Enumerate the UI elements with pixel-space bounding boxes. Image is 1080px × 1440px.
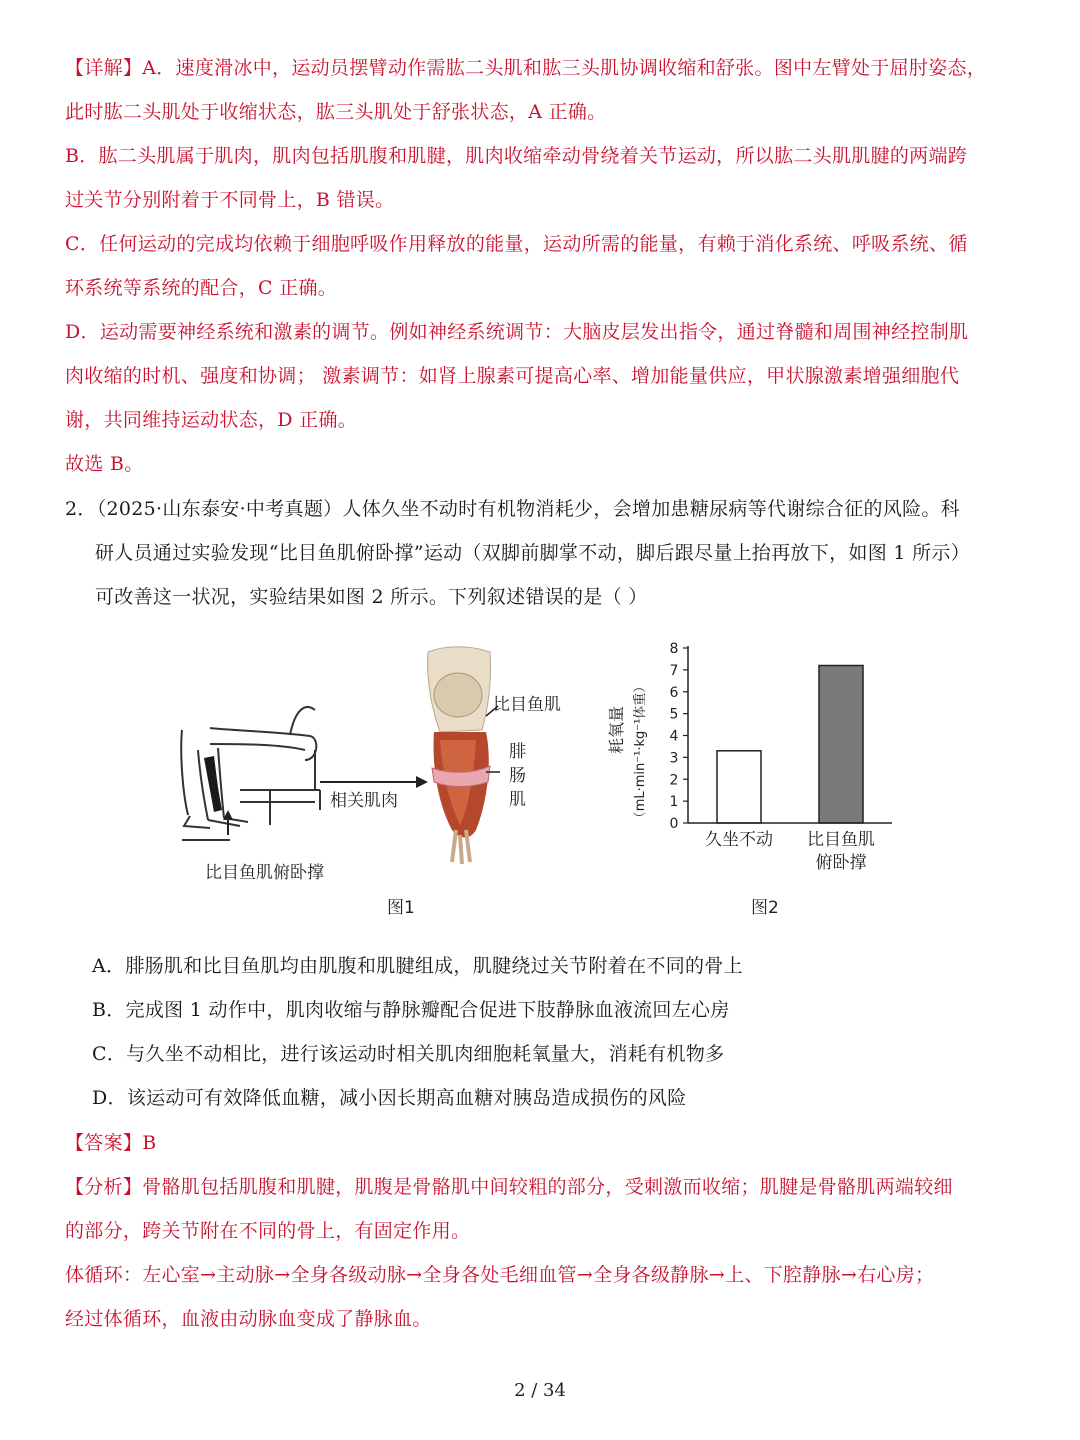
explanation-line-5: C．任何运动的完成均依赖于细胞呼吸作用释放的能量，运动所需的能量，有赖于消化系统、呼吸系统、循 xyxy=(65,233,968,255)
option-a: A．腓肠肌和比目鱼肌均由肌腹和肌腱组成，肌腱绕过关节附着在不同的骨上 xyxy=(92,955,743,977)
figure-1-caption: 图1 xyxy=(387,898,415,918)
figure-2-chart xyxy=(600,630,920,880)
right-arrow-head xyxy=(416,776,428,788)
y-tick-label: 7 xyxy=(669,662,679,679)
analysis-line-2: 的部分，跨关节附在不同的骨上，有固定作用。 xyxy=(65,1220,471,1242)
x-category-label: 比目鱼肌 xyxy=(807,830,875,850)
y-tick-label: 1 xyxy=(669,794,679,811)
y-tick-label: 8 xyxy=(669,641,679,657)
y-tick-label: 2 xyxy=(669,772,679,789)
label-gastrocnemius-1: 腓 xyxy=(509,742,526,762)
question-line-1: 2．（2025·山东泰安·中考真题）人体久坐不动时有机物消耗少，会增加患糖尿病等代谢综合征的风险。科 xyxy=(65,498,961,520)
y-tick-label: 6 xyxy=(669,684,679,701)
analysis-line-4: 经过体循环，血液由动脉血变成了静脉血。 xyxy=(65,1308,432,1330)
y-tick-label: 3 xyxy=(669,750,679,767)
explanation-line-4: 过关节分别附着于不同骨上，B 错误。 xyxy=(65,189,395,211)
explanation-line-3: B．肱二头肌属于肌肉，肌肉包括肌腹和肌腱，肌肉收缩牵动骨绕着关节运动，所以肱二头肌肌腱的两端跨 xyxy=(65,145,968,167)
analysis-line-3: 体循环：左心室→主动脉→全身各级动脉→全身各处毛细血管→全身各级静脉→上、下腔静脉→右心房； xyxy=(65,1264,935,1286)
seated-person-drawing xyxy=(181,707,320,840)
figure-1 xyxy=(170,640,610,870)
final-choice: 故选 B。 xyxy=(65,453,144,475)
x-category-label: 久坐不动 xyxy=(705,830,773,850)
explanation-line-8: 肉收缩的时机、强度和协调； 激素调节：如肾上腺素可提高心率、增加能量供应，甲状腺激素增强细胞代 xyxy=(65,365,960,387)
explanation-line-2: 此时肱二头肌处于收缩状态，肱三头肌处于舒张状态，A 正确。 xyxy=(65,101,607,123)
y-tick-label: 0 xyxy=(669,816,679,832)
option-b: B．完成图 1 动作中，肌肉收缩与静脉瓣配合促进下肢静脉血液流回左心房 xyxy=(92,999,730,1021)
question-line-2: 研人员通过实验发现“比目鱼肌俯卧撑”运动（双脚前脚掌不动，脚后跟尽量上抬再放下，如图 1 所示） xyxy=(95,542,970,564)
y-tick-label: 4 xyxy=(669,728,679,745)
label-soleus-pushup: 比目鱼肌俯卧撑 xyxy=(205,863,324,883)
explanation-line-7: D．运动需要神经系统和激素的调节。例如神经系统调节：大脑皮层发出指令，通过脊髓和周围神经控制肌 xyxy=(65,321,969,343)
analysis-line-1: 【分析】骨骼肌包括肌腹和肌腱，肌腹是骨骼肌中间较粗的部分，受刺激而收缩；肌腱是骨骼肌两端较细 xyxy=(65,1176,953,1198)
figure-2-caption: 图2 xyxy=(751,898,779,918)
calf-muscle-illustration xyxy=(428,647,491,864)
option-d: D．该运动可有效降低血糖，减小因长期高血糖对胰岛造成损伤的风险 xyxy=(92,1087,687,1109)
page-number: 2 / 34 xyxy=(514,1380,566,1401)
answer: 【答案】B xyxy=(65,1132,157,1154)
y-axis-label-unit: （mL·min⁻¹·kg⁻¹体重） xyxy=(633,679,648,825)
y-tick-label: 5 xyxy=(669,706,679,723)
label-gastrocnemius-2: 肠 xyxy=(509,766,526,786)
bar-1 xyxy=(717,751,761,823)
option-c: C．与久坐不动相比，进行该运动时相关肌肉细胞耗氧量大，消耗有机物多 xyxy=(92,1043,725,1065)
explanation-line-6: 环系统等系统的配合，C 正确。 xyxy=(65,277,338,299)
x-category-label: 俯卧撑 xyxy=(815,853,867,873)
label-soleus: 比目鱼肌 xyxy=(493,695,561,715)
y-axis-label xyxy=(607,680,648,825)
label-related-muscles: 相关肌肉 xyxy=(330,791,398,811)
question-line-3: 可改善这一状况，实验结果如图 2 所示。下列叙述错误的是（ ） xyxy=(95,586,648,608)
y-axis-label-main: 耗氧量 xyxy=(607,705,626,755)
explanation-line-1: 【详解】A．速度滑冰中，运动员摆臂动作需肱二头肌和肱三头肌协调收缩和舒张。图中左臂处于屈肘姿态， xyxy=(65,57,987,79)
explanation-line-9: 谢，共同维持运动状态，D 正确。 xyxy=(65,409,358,431)
bar-2 xyxy=(819,666,863,824)
label-gastrocnemius-3: 肌 xyxy=(509,790,526,810)
